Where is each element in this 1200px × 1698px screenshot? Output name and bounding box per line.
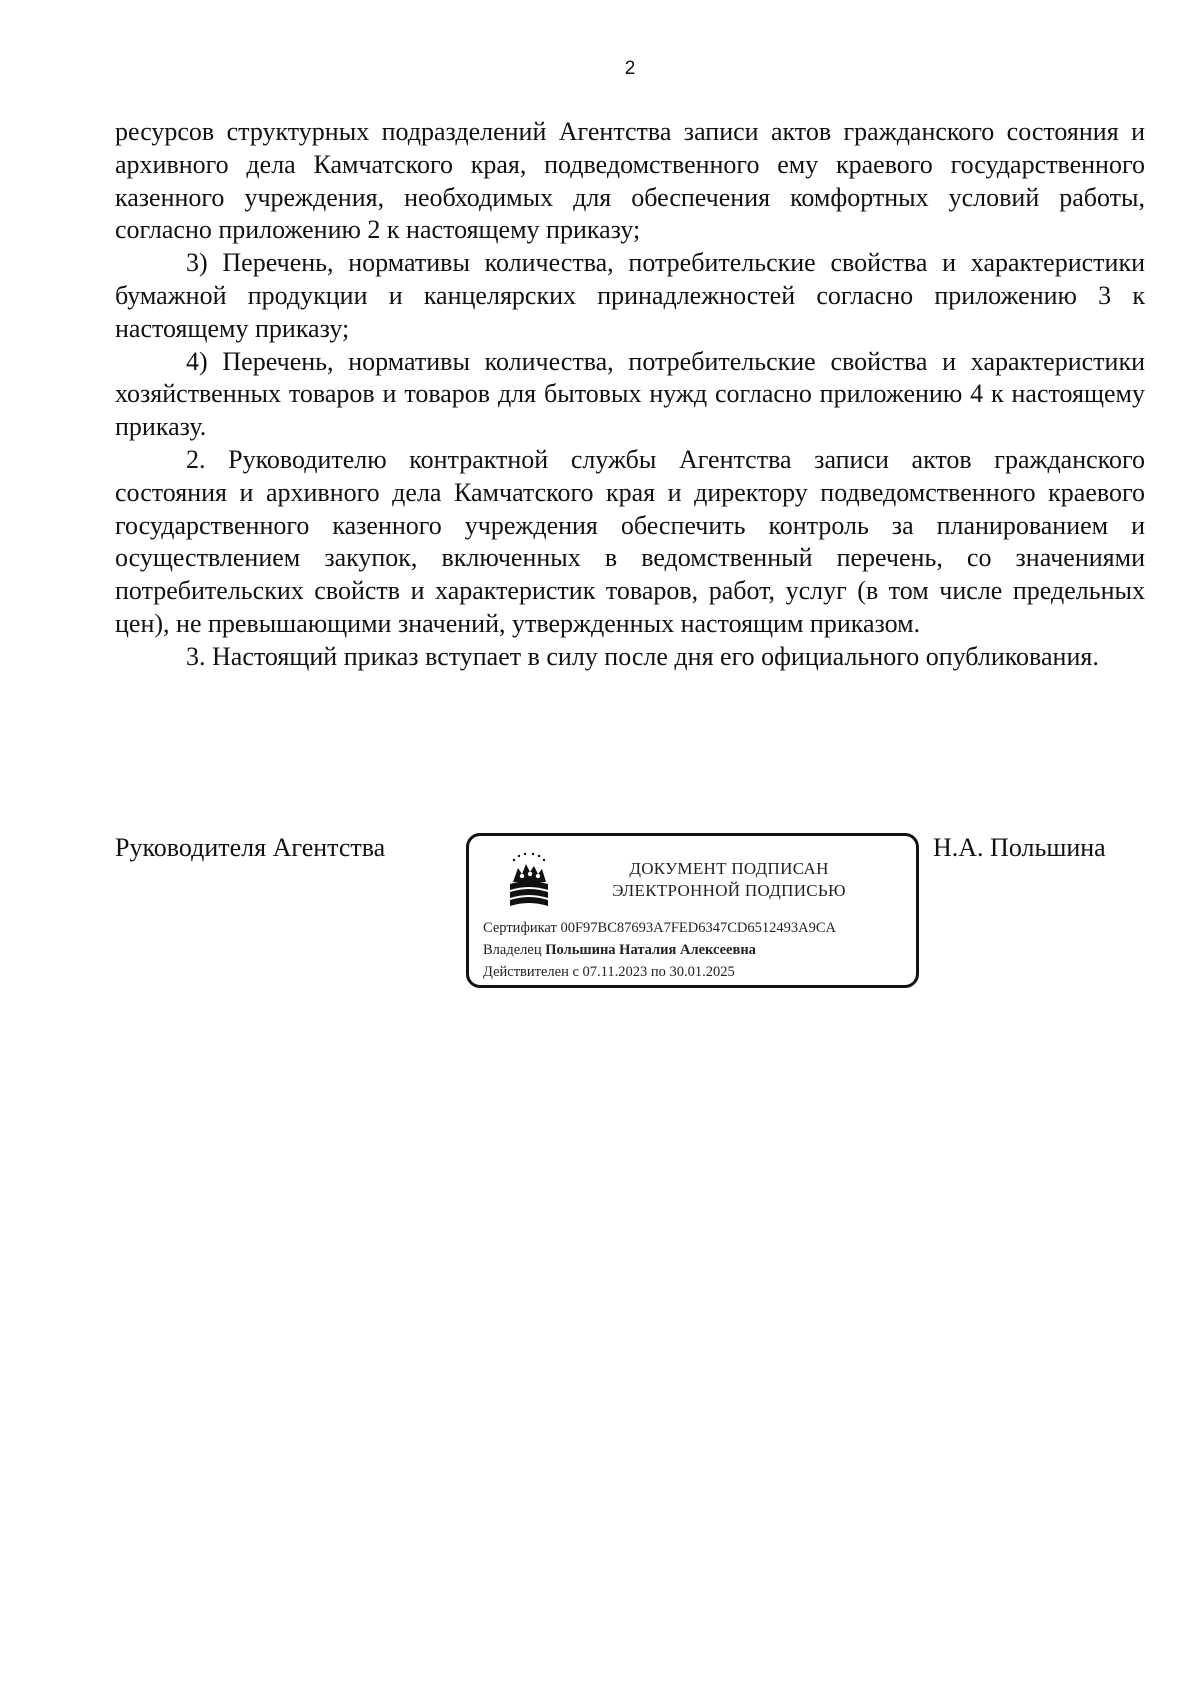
- document-body: [115, 116, 1145, 674]
- signer-name: Н.А. Польшина: [933, 833, 1106, 862]
- paragraph-clause-3: 3. Настоящий приказ вступает в силу после дня его официального опубликования.: [186, 641, 1099, 671]
- paragraph-clause-2: 2. Руководителю контрактной службы Агентства записи актов гражданского состояния и архивного дела Камчатского края и директору подведомственного краевого государственного казенного учреждения обеспечить контроль за планированием и осуществлением закупок, включенных в ведомственный перечень, со значениями потребительских свойств и характеристик товаров, работ, услуг (в том числе предельных цен), не превышающими значений, утвержденных настоящим приказом.: [115, 444, 1145, 638]
- stamp-heading-line2: ЭЛЕКТРОННОЙ ПОДПИСЬЮ: [612, 881, 846, 900]
- coat-of-arms-icon: [505, 852, 553, 908]
- signer-title: Руководителя Агентства: [115, 833, 386, 862]
- stamp-certificate: [483, 918, 836, 938]
- stamp-owner: [483, 940, 756, 960]
- certificate-label: Сертификат: [483, 920, 557, 936]
- valid-to: 30.01.2025: [669, 964, 735, 980]
- stamp-heading-line1: ДОКУМЕНТ ПОДПИСАН: [629, 859, 829, 878]
- paragraph-item-4: 4) Перечень, нормативы количества, потребительские свойства и характеристики хозяйственных товаров и товаров для бытовых нужд согласно приложению 4 к настоящему приказу.: [115, 346, 1145, 442]
- stamp-validity: [483, 962, 735, 982]
- owner-value: Польшина Наталия Алексеевна: [545, 942, 756, 958]
- valid-label: Действителен с: [483, 964, 579, 980]
- page-number: 2: [624, 58, 636, 79]
- certificate-value: 00F97BC87693A7FED6347CD6512493A9CA: [560, 920, 836, 936]
- valid-from: 07.11.2023: [582, 964, 648, 980]
- valid-to-label: по: [650, 964, 666, 980]
- owner-label: Владелец: [483, 942, 542, 958]
- electronic-signature-stamp: [466, 833, 919, 988]
- paragraph-item-3: 3) Перечень, нормативы количества, потребительские свойства и характеристики бумажной продукции и канцелярских принадлежностей согласно приложению 3 к настоящему приказу;: [115, 248, 1145, 343]
- paragraph-continuation: ресурсов структурных подразделений Агентства записи актов гражданского состояния и архивного дела Камчатского края, подведомственного ему краевого государственного казенного учреждения, необходимых для обеспечения комфортных условий работы, согласно приложению 2 к настоящему приказу;: [115, 117, 1145, 245]
